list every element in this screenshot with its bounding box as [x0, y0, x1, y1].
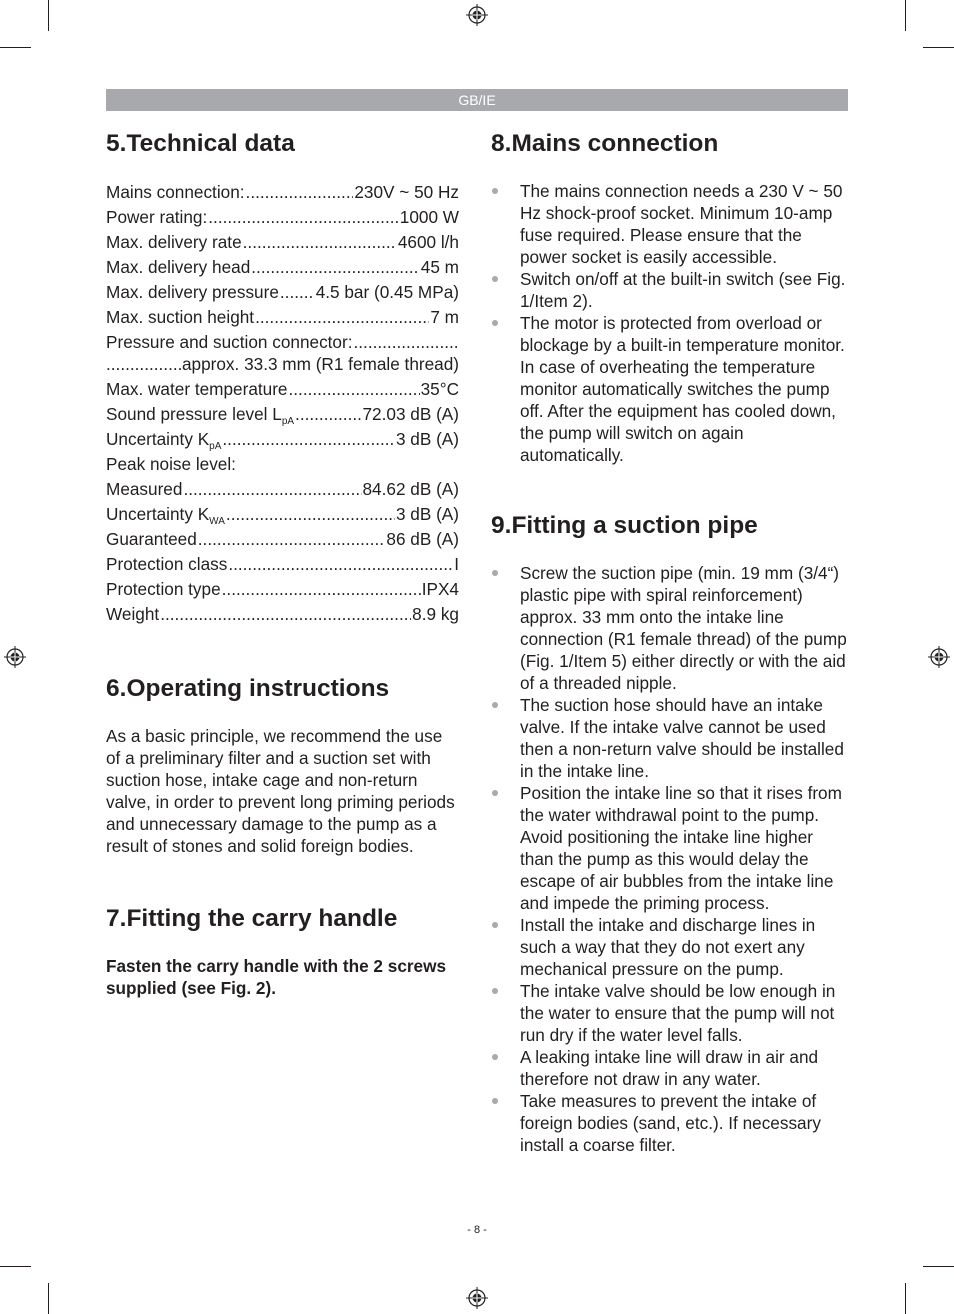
section-number: 8.: [491, 130, 512, 157]
list-item: The mains connection needs a 230 V ~ 50 Hz shock-proof socket. Minimum 10-amp fuse required. Please ensure that the power socket is easily accessible.: [491, 180, 849, 268]
mains-connection-heading: [491, 126, 849, 162]
section-title: Technical data: [126, 130, 295, 157]
spec-row-suction-height: Max. suction height ..... 7 m: [106, 305, 459, 330]
section-title: Mains connection: [511, 130, 719, 157]
mains-connection-list: [491, 180, 849, 466]
region-header-band: [106, 89, 848, 111]
bullet-icon: [492, 988, 498, 994]
list-item: Screw the suction pipe (min. 19 mm (3/4“) plastic pipe with spiral reinforcement) approx. 33 mm onto the intake line connection (R1 female thread) of the pump (Fig. 1/Item 5) either directly or with the aid of a threaded nipple.: [491, 562, 849, 694]
section-title: Fitting the carry handle: [126, 905, 398, 932]
bullet-icon: [492, 702, 498, 708]
crop-mark-top-right-v: [905, 0, 906, 31]
bullet-icon: [492, 276, 498, 282]
left-column: [106, 126, 459, 999]
section-number: 9.: [491, 512, 512, 539]
registration-mark-left-icon: [4, 646, 26, 668]
list-item: Install the intake and discharge lines in such a way that they do not exert any mechanical pressure on the pump.: [491, 914, 849, 980]
suction-pipe-heading: [491, 508, 849, 544]
technical-data-heading: [106, 126, 459, 162]
section-title: Fitting a suction pipe: [511, 512, 758, 539]
spec-row-uncertainty-pa: Uncertainty $K_{pA}$ ..... 3 dB (A): [106, 427, 459, 452]
spec-row-peak-noise: Peak noise level:: [106, 454, 236, 474]
page-number: - 8 -: [467, 1224, 487, 1236]
list-item: Take measures to prevent the intake of foreign bodies (sand, etc.). If necessary install a coarse filter.: [491, 1090, 849, 1156]
crop-mark-bottom-right-v: [905, 1283, 906, 1314]
registration-mark-right-icon: [928, 646, 950, 668]
crop-mark-top-left-h: [0, 47, 31, 48]
crop-mark-bottom-right-h: [923, 1266, 954, 1267]
crop-mark-bottom-left-h: [0, 1266, 31, 1267]
list-item: The suction hose should have an intake valve. If the intake valve cannot be used then a non-return valve should be installed in the intake line.: [491, 694, 849, 782]
bullet-icon: [492, 1054, 498, 1060]
bullet-icon: [492, 188, 498, 194]
spec-row-uncertainty-wa: Uncertainty $K_{WA}$ ..... 3 dB (A): [106, 502, 459, 527]
crop-mark-bottom-left-v: [48, 1283, 49, 1314]
list-item: Switch on/off at the built-in switch (see Fig. 1/Item 2).: [491, 268, 849, 312]
bullet-icon: [492, 922, 498, 928]
operating-instructions-text: As a basic principle, we recommend the use of a preliminary filter and a suction set with suction hose, intake cage and non-return valve, in order to prevent long priming periods and unnecessary damage to the pump as a result of stones and solid foreign bodies.: [106, 726, 455, 856]
suction-pipe-list: [491, 562, 849, 1156]
operating-instructions-heading: [106, 671, 459, 707]
spec-row-protection-class: Protection class ..... I: [106, 552, 459, 577]
section-title: Operating instructions: [126, 675, 390, 702]
list-item: A leaking intake line will draw in air and therefore not draw in any water.: [491, 1046, 849, 1090]
crop-mark-top-right-h: [923, 47, 954, 48]
section-number: 6.: [106, 675, 127, 702]
list-item: The motor is protected from overload or blockage by a built-in temperature monitor. In case of overheating the temperature monitor automatically switches the pump off. After the equipment has cooled down, the pump will switch on again automatically.: [491, 312, 849, 466]
spec-row-delivery-head: Max. delivery head ..... 45 m: [106, 255, 459, 280]
right-column: [491, 126, 849, 1156]
registration-mark-top-icon: [466, 4, 488, 26]
list-item: Position the intake line so that it rises from the water withdrawal point to the pump. Avoid positioning the intake line higher than the pump as this would delay the escape of air bubbles from the intake line and impede the priming process.: [491, 782, 849, 914]
spec-row-power: Power rating: ..... 1000 W: [106, 205, 459, 230]
carry-handle-text: Fasten the carry handle with the 2 screws supplied (see Fig. 2).: [106, 956, 447, 998]
spec-row-guaranteed: Guaranteed ..... 86 dB (A): [106, 527, 459, 552]
bullet-icon: [492, 1098, 498, 1104]
list-item: The intake valve should be low enough in the water to ensure that the pump will not run dry if the water level falls.: [491, 980, 849, 1046]
spec-row-pressure-suction-connector: Pressure and suction connector: .....: [106, 330, 459, 355]
region-label: GB/IE: [458, 92, 496, 108]
spec-row-sound-pressure: Sound pressure level $L_{pA}$ ..... 72.03 dB (A): [106, 402, 459, 427]
section-number: 7.: [106, 905, 127, 932]
spec-row-water-temp: Max. water temperature ..... 35°C: [106, 377, 459, 402]
spec-row-delivery-pressure: Max. delivery pressure ..... 4.5 bar (0.45 MPa): [106, 280, 459, 305]
spec-row-delivery-rate: Max. delivery rate ..... 4600 l/h: [106, 230, 459, 255]
crop-mark-top-left-v: [48, 0, 49, 31]
bullet-icon: [492, 570, 498, 576]
bullet-icon: [492, 320, 498, 326]
spec-row-weight: Weight ..... 8.9 kg: [106, 602, 459, 627]
carry-handle-heading: [106, 901, 459, 937]
spec-row-protection-type: Protection type ..... IPX4: [106, 577, 459, 602]
spec-row-mains: Mains connection: ..... 230V ~ 50 Hz: [106, 180, 459, 205]
bullet-icon: [492, 790, 498, 796]
spec-row-measured: Measured ..... 84.62 dB (A): [106, 477, 459, 502]
section-number: 5.: [106, 130, 127, 157]
registration-mark-bottom-icon: [466, 1287, 488, 1309]
technical-data-table: [106, 180, 459, 627]
spec-row-pressure-suction-value: ..... approx. 33.3 mm (R1 female thread): [106, 352, 459, 377]
